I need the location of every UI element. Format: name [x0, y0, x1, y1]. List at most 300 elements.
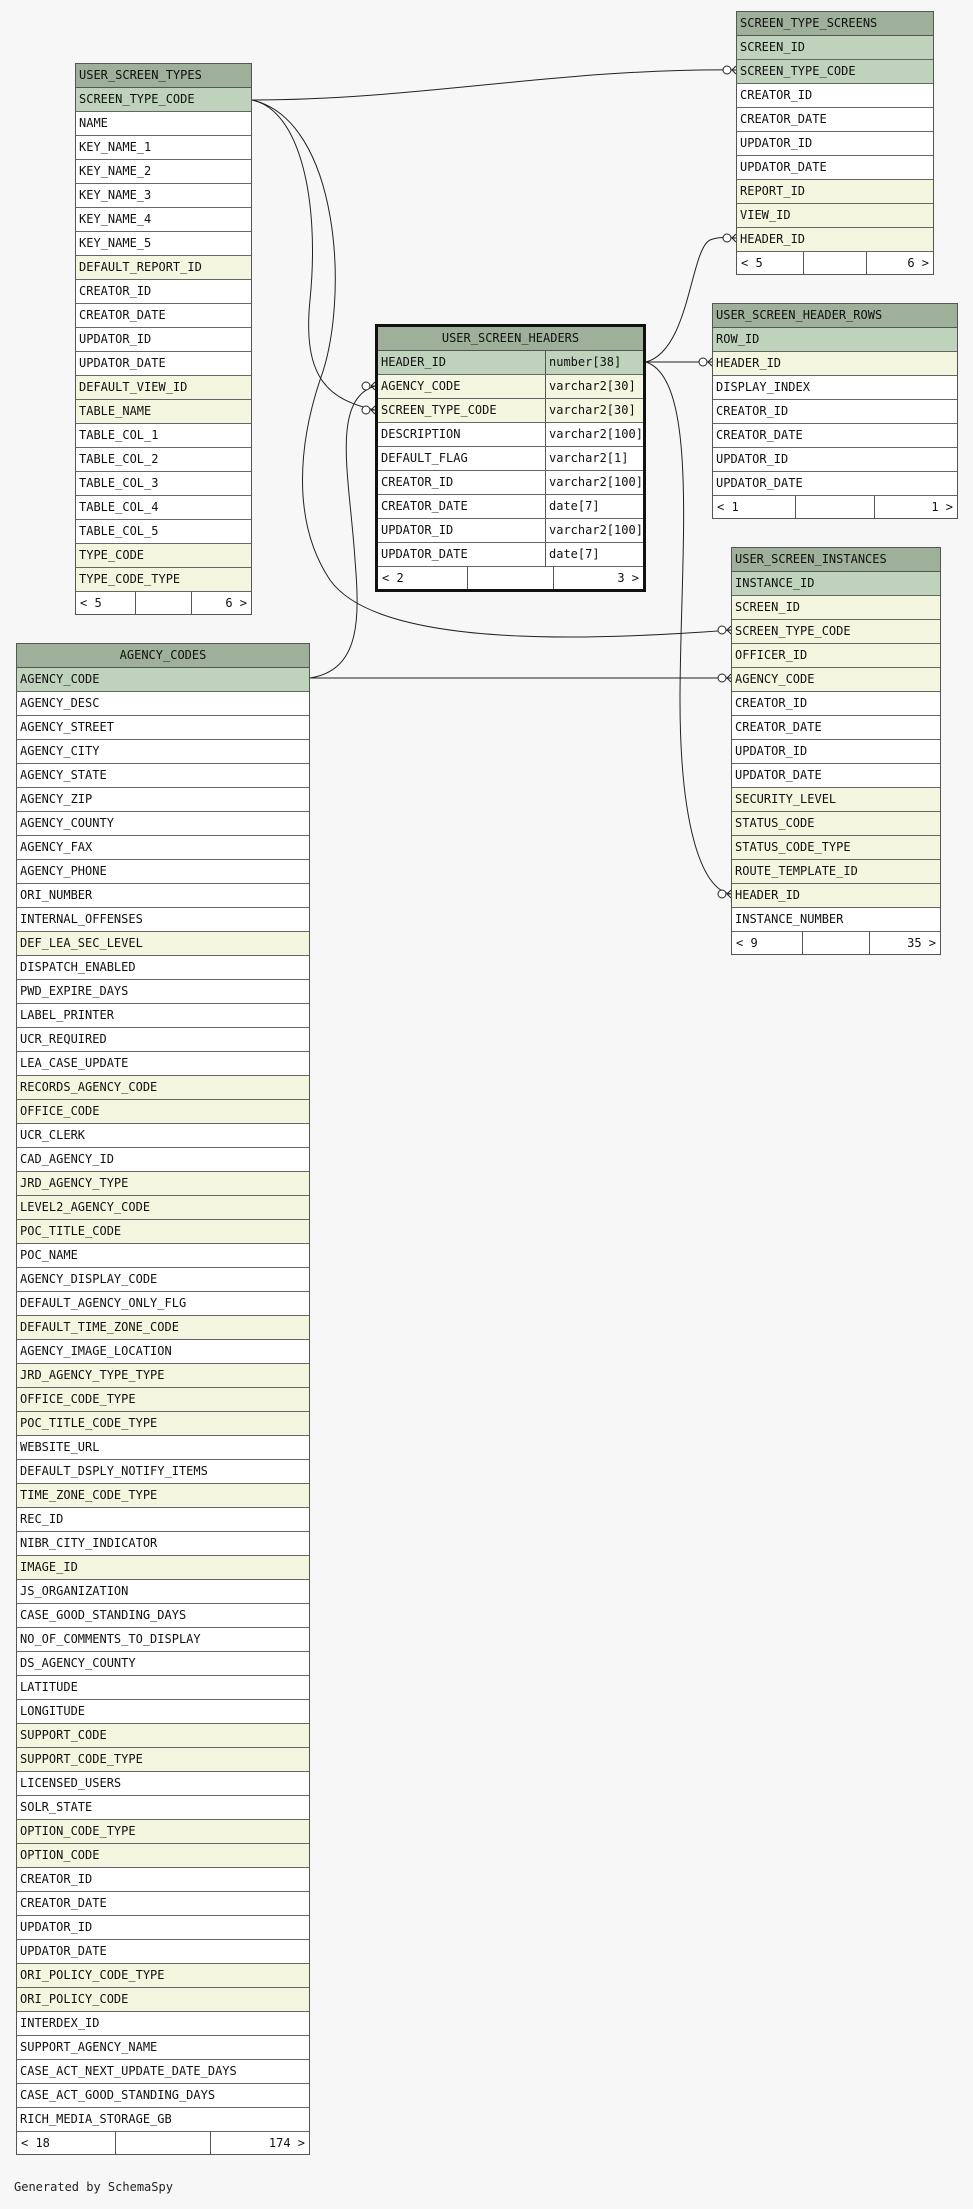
footer-spacer	[116, 2132, 211, 2154]
column-type-code[interactable]	[76, 544, 251, 568]
column-updator-date[interactable]	[737, 156, 933, 180]
column-key-name-5[interactable]	[76, 232, 251, 256]
column-creator-id[interactable]	[76, 280, 251, 304]
column-name: DEF_LEA_SEC_LEVEL	[20, 936, 143, 950]
column-header-id[interactable]	[378, 351, 643, 375]
table-name[interactable]: SCREEN_TYPE_SCREENS	[737, 12, 933, 36]
rel-headers-to-screens-end	[723, 234, 736, 242]
column-name: ORI_POLICY_CODE	[20, 1992, 129, 2006]
column-name: SUPPORT_CODE_TYPE	[20, 1752, 143, 1766]
column-updator-date[interactable]	[732, 764, 940, 788]
column-name: DESCRIPTION	[381, 427, 461, 441]
column-name: ORI_POLICY_CODE_TYPE	[20, 1968, 165, 1982]
column-name: IMAGE_ID	[20, 1560, 78, 1574]
column-name: POC_TITLE_CODE_TYPE	[20, 1416, 158, 1430]
column-longitude[interactable]	[17, 1700, 309, 1724]
table-name[interactable]: USER_SCREEN_HEADER_ROWS	[713, 304, 957, 328]
column-name: OFFICE_CODE_TYPE	[20, 1392, 136, 1406]
column-type: number[38]	[545, 351, 643, 374]
column-solr-state[interactable]	[17, 1796, 309, 1820]
column-ucr-required[interactable]	[17, 1028, 309, 1052]
column-agency-code[interactable]	[378, 375, 643, 399]
column-name: CREATOR_DATE	[79, 308, 166, 322]
column-name: TABLE_COL_4	[79, 500, 159, 514]
column-ori-policy-code-type[interactable]	[17, 1964, 309, 1988]
column-name: UPDATOR_DATE	[735, 768, 822, 782]
column-name: REPORT_ID	[740, 184, 806, 198]
column-type-code-type[interactable]	[76, 568, 251, 592]
column-name: LEVEL2_AGENCY_CODE	[20, 1200, 151, 1214]
column-office-code[interactable]	[17, 1100, 309, 1124]
column-security-level[interactable]	[732, 788, 940, 812]
table-footer	[713, 496, 957, 518]
column-latitude[interactable]	[17, 1676, 309, 1700]
column-name: UPDATOR_DATE	[740, 160, 827, 174]
column-jrd-agency-type-type[interactable]	[17, 1364, 309, 1388]
column-name: OFFICER_ID	[735, 648, 808, 662]
column-updator-date[interactable]	[17, 1940, 309, 1964]
column-name: NAME	[79, 116, 108, 130]
column-type: date[7]	[545, 495, 643, 518]
column-name: LABEL_PRINTER	[20, 1008, 114, 1022]
column-display-index[interactable]	[713, 376, 957, 400]
column-name: TABLE_COL_2	[79, 452, 159, 466]
column-updator-id[interactable]	[737, 132, 933, 156]
column-name: CASE_GOOD_STANDING_DAYS	[20, 1608, 187, 1622]
column-table-col-2[interactable]	[76, 448, 251, 472]
column-type: varchar2[100]	[545, 423, 643, 446]
column-name: STATUS_CODE	[735, 816, 815, 830]
generated-by-label: Generated by SchemaSpy	[14, 2180, 173, 2194]
column-name: CREATOR_DATE	[740, 112, 827, 126]
column-poc-title-code-type[interactable]	[17, 1412, 309, 1436]
column-screen-type-code[interactable]	[378, 399, 643, 423]
column-agency-code[interactable]	[17, 668, 309, 692]
column-name: OPTION_CODE_TYPE	[20, 1824, 136, 1838]
column-type: date[7]	[545, 543, 643, 566]
column-ori-number[interactable]	[17, 884, 309, 908]
column-name: CREATOR_ID	[740, 88, 813, 102]
column-status-code[interactable]	[732, 812, 940, 836]
column-name: UPDATOR_DATE	[716, 476, 803, 490]
column-time-zone-code-type[interactable]	[17, 1484, 309, 1508]
column-name: DEFAULT_TIME_ZONE_CODE	[20, 1320, 179, 1334]
column-ucr-clerk[interactable]	[17, 1124, 309, 1148]
parents-count[interactable]: < 9	[732, 932, 803, 954]
column-table-col-3[interactable]	[76, 472, 251, 496]
column-name: RICH_MEDIA_STORAGE_GB	[20, 2112, 172, 2126]
column-name[interactable]	[76, 112, 251, 136]
column-type: varchar2[30]	[545, 375, 643, 398]
table-screen-type-screens[interactable]	[736, 11, 934, 275]
table-name[interactable]: USER_SCREEN_TYPES	[76, 64, 251, 88]
column-name: UPDATOR_DATE	[381, 547, 468, 561]
column-creator-date[interactable]	[17, 1892, 309, 1916]
column-name: CAD_AGENCY_ID	[20, 1152, 114, 1166]
column-name: DEFAULT_DSPLY_NOTIFY_ITEMS	[20, 1464, 208, 1478]
column-name: AGENCY_CODE	[735, 672, 815, 686]
column-name: AGENCY_CITY	[20, 744, 100, 758]
column-name: RECORDS_AGENCY_CODE	[20, 1080, 158, 1094]
column-updator-date[interactable]	[76, 352, 251, 376]
column-name: AGENCY_FAX	[20, 840, 93, 854]
children-count[interactable]: 3 >	[617, 571, 639, 585]
column-name: CREATOR_DATE	[716, 428, 803, 442]
column-name: UCR_CLERK	[20, 1128, 86, 1142]
column-name: CASE_ACT_NEXT_UPDATE_DATE_DAYS	[20, 2064, 237, 2078]
rel-agency-to-instances-end	[718, 674, 731, 682]
column-updator-id[interactable]	[17, 1916, 309, 1940]
column-name: SECURITY_LEVEL	[735, 792, 837, 806]
column-name: NO_OF_COMMENTS_TO_DISPLAY	[20, 1632, 201, 1646]
column-name: UPDATOR_ID	[20, 1920, 93, 1934]
parents-count[interactable]: < 2	[378, 567, 468, 589]
column-instance-number[interactable]	[732, 908, 940, 932]
column-name: TYPE_CODE	[79, 548, 145, 562]
children-count[interactable]: 174 >	[268, 2136, 305, 2150]
column-name: KEY_NAME_3	[79, 188, 152, 202]
column-lea-case-update[interactable]	[17, 1052, 309, 1076]
column-name: CREATOR_DATE	[735, 720, 822, 734]
rel-types-to-headers-end	[362, 406, 375, 414]
column-name: AGENCY_ZIP	[20, 792, 93, 806]
column-name: CASE_ACT_GOOD_STANDING_DAYS	[20, 2088, 216, 2102]
column-office-code-type[interactable]	[17, 1388, 309, 1412]
column-name: STATUS_CODE_TYPE	[735, 840, 851, 854]
column-website-url[interactable]	[17, 1436, 309, 1460]
column-name: LICENSED_USERS	[20, 1776, 122, 1790]
column-label-printer[interactable]	[17, 1004, 309, 1028]
column-name: KEY_NAME_1	[79, 140, 152, 154]
column-name: TABLE_COL_5	[79, 524, 159, 538]
column-updator-id[interactable]	[378, 519, 643, 543]
footer-spacer	[136, 592, 192, 614]
column-key-name-1[interactable]	[76, 136, 251, 160]
column-agency-desc[interactable]	[17, 692, 309, 716]
column-view-id[interactable]	[737, 204, 933, 228]
column-row-id[interactable]	[713, 328, 957, 352]
column-key-name-3[interactable]	[76, 184, 251, 208]
column-image-id[interactable]	[17, 1556, 309, 1580]
column-default-view-id[interactable]	[76, 376, 251, 400]
column-name: SCREEN_TYPE_CODE	[79, 92, 195, 106]
column-name: UPDATOR_ID	[735, 744, 808, 758]
parents-count[interactable]: < 5	[737, 252, 804, 274]
table-name[interactable]: USER_SCREEN_INSTANCES	[732, 548, 940, 572]
column-rec-id[interactable]	[17, 1508, 309, 1532]
column-creator-date[interactable]	[737, 108, 933, 132]
column-creator-date[interactable]	[713, 424, 957, 448]
rel-types-to-headers	[252, 100, 375, 410]
column-type: varchar2[1]	[545, 447, 643, 470]
column-agency-state[interactable]	[17, 764, 309, 788]
column-name: UPDATOR_ID	[381, 523, 454, 537]
column-name: OFFICE_CODE	[20, 1104, 100, 1118]
column-agency-code[interactable]	[732, 668, 940, 692]
column-name: SCREEN_ID	[740, 40, 806, 54]
table-footer	[76, 592, 251, 614]
column-agency-fax[interactable]	[17, 836, 309, 860]
column-name: CREATOR_DATE	[381, 499, 468, 513]
table-footer	[732, 932, 940, 954]
footer-spacer	[796, 496, 875, 518]
column-name: AGENCY_DISPLAY_CODE	[20, 1272, 158, 1286]
column-name: LEA_CASE_UPDATE	[20, 1056, 129, 1070]
column-creator-date[interactable]	[378, 495, 643, 519]
column-agency-image-location[interactable]	[17, 1340, 309, 1364]
column-name: JS_ORGANIZATION	[20, 1584, 129, 1598]
column-name: JRD_AGENCY_TYPE	[20, 1176, 129, 1190]
column-key-name-4[interactable]	[76, 208, 251, 232]
column-case-act-next-update-date-days[interactable]	[17, 2060, 309, 2084]
column-agency-display-code[interactable]	[17, 1268, 309, 1292]
table-user-screen-headers[interactable]	[375, 324, 646, 592]
column-creator-id[interactable]	[737, 84, 933, 108]
table-footer	[378, 567, 643, 589]
column-name: SCREEN_TYPE_CODE	[740, 64, 856, 78]
column-status-code-type[interactable]	[732, 836, 940, 860]
column-name: PWD_EXPIRE_DAYS	[20, 984, 129, 998]
column-no-of-comments-to-display[interactable]	[17, 1628, 309, 1652]
column-table-name[interactable]	[76, 400, 251, 424]
table-user-screen-types[interactable]	[75, 63, 252, 615]
rel-types-to-screens-end	[723, 66, 736, 74]
column-name: HEADER_ID	[740, 232, 806, 246]
column-header-id[interactable]	[737, 228, 933, 252]
column-support-code[interactable]	[17, 1724, 309, 1748]
column-name: CREATOR_ID	[79, 284, 152, 298]
column-header-id[interactable]	[713, 352, 957, 376]
column-table-col-1[interactable]	[76, 424, 251, 448]
column-cad-agency-id[interactable]	[17, 1148, 309, 1172]
parents-count[interactable]: < 18	[17, 2132, 116, 2154]
column-name: AGENCY_PHONE	[20, 864, 107, 878]
children-count[interactable]: 6 >	[907, 256, 929, 270]
column-case-good-standing-days[interactable]	[17, 1604, 309, 1628]
column-default-flag[interactable]	[378, 447, 643, 471]
column-default-dsply-notify-items[interactable]	[17, 1460, 309, 1484]
column-name: CREATOR_ID	[716, 404, 789, 418]
column-creator-id[interactable]	[17, 1868, 309, 1892]
column-name: SCREEN_TYPE_CODE	[381, 403, 497, 417]
column-name: CREATOR_ID	[381, 475, 454, 489]
rel-agency-to-headers-end	[362, 382, 375, 390]
column-updator-id[interactable]	[76, 328, 251, 352]
column-agency-phone[interactable]	[17, 860, 309, 884]
column-name: KEY_NAME_2	[79, 164, 152, 178]
column-dispatch-enabled[interactable]	[17, 956, 309, 980]
column-name: SUPPORT_AGENCY_NAME	[20, 2040, 158, 2054]
column-name: CREATOR_ID	[20, 1872, 93, 1886]
column-name: INSTANCE_NUMBER	[735, 912, 844, 926]
rel-headers-to-instances-end	[718, 890, 731, 898]
children-count[interactable]: 35 >	[907, 936, 936, 950]
column-report-id[interactable]	[737, 180, 933, 204]
column-name: AGENCY_CODE	[20, 672, 100, 686]
column-ori-policy-code[interactable]	[17, 1988, 309, 2012]
rel-types-to-instances-end	[718, 626, 731, 634]
column-table-col-5[interactable]	[76, 520, 251, 544]
rel-headers-to-rows-end	[699, 358, 712, 366]
column-name: SCREEN_ID	[735, 600, 801, 614]
column-name: TABLE_NAME	[79, 404, 152, 418]
column-name: TABLE_COL_1	[79, 428, 159, 442]
column-creator-id[interactable]	[713, 400, 957, 424]
column-creator-date[interactable]	[732, 716, 940, 740]
column-name: DEFAULT_FLAG	[381, 451, 468, 465]
table-agency-codes[interactable]	[16, 643, 310, 2155]
rel-types-to-screens	[252, 70, 736, 100]
footer-spacer	[468, 567, 554, 589]
column-table-col-4[interactable]	[76, 496, 251, 520]
column-name: TYPE_CODE_TYPE	[79, 572, 181, 586]
children-count[interactable]: 6 >	[225, 596, 247, 610]
column-name: KEY_NAME_4	[79, 212, 152, 226]
column-screen-id[interactable]	[732, 596, 940, 620]
column-rich-media-storage-gb[interactable]	[17, 2108, 309, 2132]
column-name: VIEW_ID	[740, 208, 791, 222]
column-route-template-id[interactable]	[732, 860, 940, 884]
table-footer	[17, 2132, 309, 2154]
table-user-screen-header-rows[interactable]	[712, 303, 958, 519]
column-name: UPDATOR_ID	[716, 452, 789, 466]
column-name: DEFAULT_AGENCY_ONLY_FLG	[20, 1296, 187, 1310]
column-interdex-id[interactable]	[17, 2012, 309, 2036]
column-name: UCR_REQUIRED	[20, 1032, 107, 1046]
column-def-lea-sec-level[interactable]	[17, 932, 309, 956]
column-updator-id[interactable]	[713, 448, 957, 472]
column-name: DS_AGENCY_COUNTY	[20, 1656, 136, 1670]
column-option-code-type[interactable]	[17, 1820, 309, 1844]
column-officer-id[interactable]	[732, 644, 940, 668]
column-updator-date[interactable]	[713, 472, 957, 496]
footer-spacer	[803, 932, 870, 954]
column-agency-county[interactable]	[17, 812, 309, 836]
column-type: varchar2[30]	[545, 399, 643, 422]
column-name: WEBSITE_URL	[20, 1440, 100, 1454]
column-default-report-id[interactable]	[76, 256, 251, 280]
column-type: varchar2[100]	[545, 519, 643, 542]
column-js-organization[interactable]	[17, 1580, 309, 1604]
column-name: UPDATOR_DATE	[20, 1944, 107, 1958]
column-agency-zip[interactable]	[17, 788, 309, 812]
table-name[interactable]: AGENCY_CODES	[17, 644, 309, 668]
column-name: DISPATCH_ENABLED	[20, 960, 136, 974]
column-name: UPDATOR_DATE	[79, 356, 166, 370]
column-name: HEADER_ID	[716, 356, 782, 370]
column-name: AGENCY_STREET	[20, 720, 114, 734]
column-name: NIBR_CITY_INDICATOR	[20, 1536, 158, 1550]
children-count[interactable]: 1 >	[931, 500, 953, 514]
column-name: ROW_ID	[716, 332, 760, 346]
column-nibr-city-indicator[interactable]	[17, 1532, 309, 1556]
column-name: LONGITUDE	[20, 1704, 86, 1718]
column-name: KEY_NAME_5	[79, 236, 152, 250]
column-creator-date[interactable]	[76, 304, 251, 328]
column-name: ROUTE_TEMPLATE_ID	[735, 864, 858, 878]
column-records-agency-code[interactable]	[17, 1076, 309, 1100]
column-default-agency-only-flg[interactable]	[17, 1292, 309, 1316]
column-name: UPDATOR_ID	[740, 136, 813, 150]
column-case-act-good-standing-days[interactable]	[17, 2084, 309, 2108]
table-user-screen-instances[interactable]	[731, 547, 941, 955]
column-creator-id[interactable]	[732, 692, 940, 716]
column-poc-title-code[interactable]	[17, 1220, 309, 1244]
column-licensed-users[interactable]	[17, 1772, 309, 1796]
column-name: AGENCY_STATE	[20, 768, 107, 782]
column-name: JRD_AGENCY_TYPE_TYPE	[20, 1368, 165, 1382]
column-key-name-2[interactable]	[76, 160, 251, 184]
column-poc-name[interactable]	[17, 1244, 309, 1268]
column-screen-type-code[interactable]	[76, 88, 251, 112]
column-agency-street[interactable]	[17, 716, 309, 740]
column-instance-id[interactable]	[732, 572, 940, 596]
parents-count[interactable]: < 5	[76, 592, 136, 614]
column-name: CREATOR_DATE	[20, 1896, 107, 1910]
column-name: HEADER_ID	[381, 355, 447, 369]
column-ds-agency-county[interactable]	[17, 1652, 309, 1676]
column-name: DEFAULT_VIEW_ID	[79, 380, 188, 394]
column-updator-date[interactable]	[378, 543, 643, 567]
column-updator-id[interactable]	[732, 740, 940, 764]
table-footer	[737, 252, 933, 274]
column-default-time-zone-code[interactable]	[17, 1316, 309, 1340]
column-description[interactable]	[378, 423, 643, 447]
column-name: POC_NAME	[20, 1248, 78, 1262]
column-name: LATITUDE	[20, 1680, 78, 1694]
column-screen-id[interactable]	[737, 36, 933, 60]
column-name: TIME_ZONE_CODE_TYPE	[20, 1488, 158, 1502]
column-name: INSTANCE_ID	[735, 576, 815, 590]
footer-spacer	[804, 252, 867, 274]
column-screen-type-code[interactable]	[737, 60, 933, 84]
column-jrd-agency-type[interactable]	[17, 1172, 309, 1196]
column-name: CREATOR_ID	[735, 696, 808, 710]
rel-agency-to-headers	[310, 386, 375, 678]
column-name: POC_TITLE_CODE	[20, 1224, 122, 1238]
column-name: AGENCY_COUNTY	[20, 816, 114, 830]
column-name: SUPPORT_CODE	[20, 1728, 107, 1742]
column-name: DISPLAY_INDEX	[716, 380, 810, 394]
column-name: HEADER_ID	[735, 888, 801, 902]
column-header-id[interactable]	[732, 884, 940, 908]
column-agency-city[interactable]	[17, 740, 309, 764]
column-pwd-expire-days[interactable]	[17, 980, 309, 1004]
column-level2-agency-code[interactable]	[17, 1196, 309, 1220]
column-name: INTERDEX_ID	[20, 2016, 100, 2030]
column-name: AGENCY_CODE	[381, 379, 461, 393]
column-name: SOLR_STATE	[20, 1800, 93, 1814]
column-support-agency-name[interactable]	[17, 2036, 309, 2060]
column-creator-id[interactable]	[378, 471, 643, 495]
column-name: ORI_NUMBER	[20, 888, 93, 902]
column-internal-offenses[interactable]	[17, 908, 309, 932]
column-screen-type-code[interactable]	[732, 620, 940, 644]
column-option-code[interactable]	[17, 1844, 309, 1868]
column-name: DEFAULT_REPORT_ID	[79, 260, 202, 274]
column-name: UPDATOR_ID	[79, 332, 152, 346]
table-name[interactable]: USER_SCREEN_HEADERS	[378, 327, 643, 351]
parents-count[interactable]: < 1	[713, 496, 796, 518]
column-type: varchar2[100]	[545, 471, 643, 494]
column-name: AGENCY_IMAGE_LOCATION	[20, 1344, 172, 1358]
column-support-code-type[interactable]	[17, 1748, 309, 1772]
column-name: AGENCY_DESC	[20, 696, 100, 710]
column-name: SCREEN_TYPE_CODE	[735, 624, 851, 638]
column-name: OPTION_CODE	[20, 1848, 100, 1862]
column-name: INTERNAL_OFFENSES	[20, 912, 143, 926]
column-name: TABLE_COL_3	[79, 476, 159, 490]
